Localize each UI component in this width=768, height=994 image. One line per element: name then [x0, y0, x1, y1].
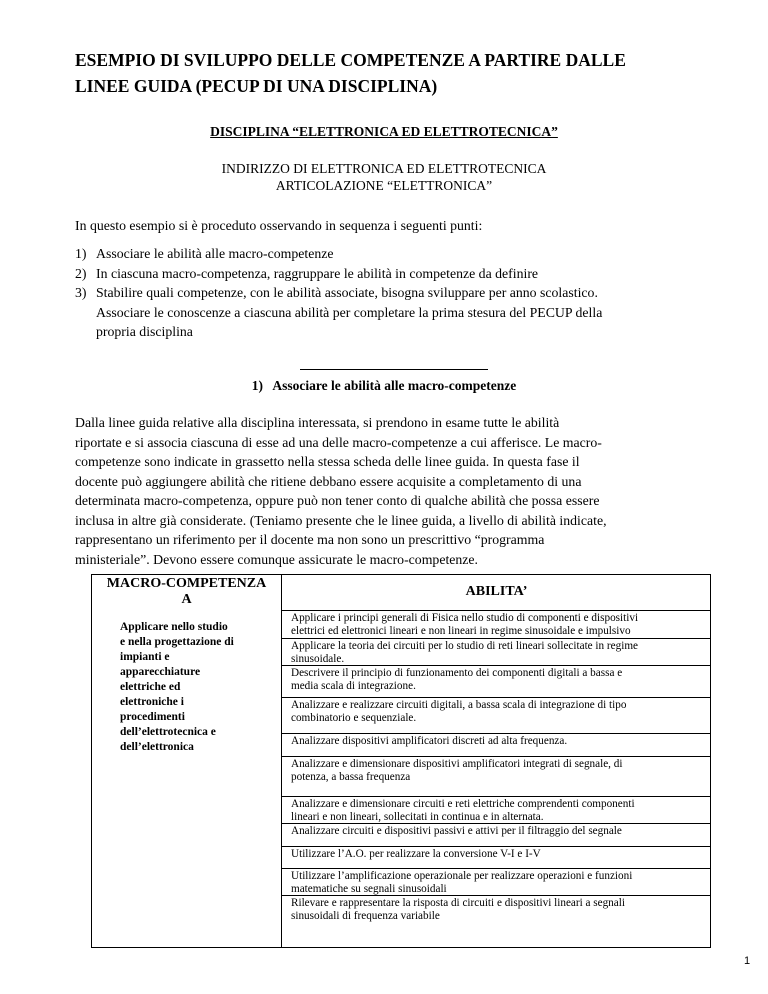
subtitle-articolazione: ARTICOLAZIONE “ELETTRONICA”: [275, 178, 493, 193]
ability-row: [282, 756, 711, 783]
paragraph-line: docente può aggiungere abilità che ritiene debbano essere acquisite a completamento di una: [75, 473, 582, 489]
paragraph-line: ministeriale”. Devono essere comunque assicurate le macro-competenze.: [75, 551, 478, 567]
ability-line: sinusoidale.: [291, 652, 345, 665]
macro-competence-description: [120, 620, 277, 755]
step-number: 2): [75, 265, 87, 281]
step-text: Associare le abilità alle macro-competenze: [96, 246, 334, 261]
section-heading: 1) Associare le abilità alle macro-competenze: [251, 378, 517, 393]
subtitle-indirizzo: INDIRIZZO DI ELETTRONICA ED ELETTROTECNICA: [221, 161, 547, 176]
ability-line: Utilizzare l’amplificazione operazionale per realizzare operazioni e funzioni: [291, 870, 633, 882]
paragraph-line: inclusa in altre già considerate. (Teniamo presente che le linee guida, a livello di abilità indicate,: [75, 512, 607, 528]
macro-line: dell’elettrotecnica e: [120, 726, 216, 738]
macro-competence-column: [92, 575, 282, 947]
macro-competence-header: [92, 576, 281, 608]
step-text: Stabilire quali competenze, con le abilità associate, bisogna sviluppare per anno scolastico.: [96, 285, 598, 300]
ability-row: [282, 846, 711, 861]
header-line: A: [181, 592, 192, 607]
ability-line: Analizzare e dimensionare circuiti e reti elettriche comprendenti componenti: [291, 798, 635, 810]
ability-line: Applicare la teoria dei circuiti per lo studio di reti lineari sollecitate in regime: [291, 640, 638, 652]
macro-line: impianti e: [120, 651, 170, 663]
step-number: 3): [75, 285, 87, 300]
paragraph-line: Dalla linee guida relative alla disciplina interessata, si prendono in esame tutte le abilità: [75, 415, 560, 430]
ability-line: combinatorio e sequenziale.: [291, 711, 417, 724]
ability-row: [282, 796, 711, 823]
ability-line: Utilizzare l’A.O. per realizzare la conversione V-I e I-V: [291, 848, 541, 860]
ability-line: Analizzare dispositivi amplificatori discreti ad alta frequenza.: [291, 735, 568, 747]
ability-row: [282, 638, 711, 665]
header-line: MACRO-COMPETENZA: [106, 576, 267, 591]
ability-line: media scala di integrazione.: [291, 679, 416, 692]
intro-text: In questo esempio si è proceduto osservando in sequenza i seguenti punti:: [75, 218, 483, 233]
title-line: ESEMPIO DI SVILUPPO DELLE COMPETENZE A PARTIRE DALLE: [75, 50, 626, 70]
macro-line: dell’elettronica: [120, 741, 194, 753]
macro-line: Applicare nello studio: [120, 621, 228, 633]
ability-row: [282, 697, 711, 724]
title-line: LINEE GUIDA (PECUP DI UNA DISCIPLINA): [75, 76, 438, 96]
macro-line: elettroniche i: [120, 696, 184, 708]
ability-line: matematiche su segnali sinusoidali: [291, 882, 447, 895]
ability-row: [282, 610, 711, 637]
body-paragraph: [75, 413, 711, 569]
step-item: [75, 244, 715, 264]
page-number: 1: [744, 955, 751, 967]
paragraph-line: riportate e si associa ciascuna di esse ad una delle macro-competenze a cui afferisce. Le macro-: [75, 434, 602, 450]
ability-row: [282, 868, 711, 895]
ability-line: Analizzare e dimensionare dispositivi amplificatori integrati di segnale, di: [291, 758, 623, 770]
ability-line: Applicare i principi generali di Fisica nello studio di componenti e dispositivi: [291, 612, 639, 624]
paragraph-line: rappresentano un riferimento per il docente ma non sono un prescrittivo “programma: [75, 532, 545, 547]
ability-line: elettrici ed elettronici lineari e non lineari in regime sinusoidale e impulsivo: [291, 624, 631, 637]
discipline-title: DISCIPLINA “ELETTRONICA ED ELETTROTECNICA”: [210, 124, 558, 139]
ability-line: lineari e non lineari, sollecitati in continua e in alternata.: [291, 810, 544, 823]
step-text: Associare le conoscenze a ciascuna abilità per completare la prima stesura del PECUP della: [96, 304, 603, 320]
separator-line: [300, 369, 488, 370]
step-text: In ciascuna macro-competenza, raggruppare le abilità in competenze da definire: [96, 265, 539, 281]
macro-line: apparecchiature: [120, 666, 201, 678]
ability-row: [282, 665, 711, 692]
macro-line: e nella progettazione di: [120, 636, 234, 648]
ability-row: [282, 733, 711, 748]
paragraph-line: determinata macro-competenza, oppure può non tener conto di qualche abilità che possa essere: [75, 493, 600, 508]
document-title: [75, 47, 715, 99]
step-item: [75, 264, 715, 284]
ability-line: Analizzare e realizzare circuiti digitali, a bassa scala di integrazione di tipo: [291, 699, 627, 711]
ability-line: Analizzare circuiti e dispositivi passivi e attivi per il filtraggio del segnale: [291, 825, 622, 837]
ability-line: Descrivere il principio di funzionamento dei componenti digitali a bassa e: [291, 667, 623, 679]
macro-line: procedimenti: [120, 711, 185, 723]
step-item: [75, 283, 715, 342]
macro-line: elettriche ed: [120, 681, 181, 693]
abilities-header: ABILITA’: [465, 584, 528, 599]
ability-line: Rilevare e rappresentare la risposta di circuiti e dispositivi lineari a segnali: [291, 897, 625, 909]
ability-line: sinusoidali di frequenza variabile: [291, 909, 440, 922]
steps-list: [75, 244, 715, 342]
ability-row: [282, 895, 711, 922]
competence-table: [91, 574, 711, 948]
step-number: 1): [75, 246, 87, 261]
ability-line: potenza, a bassa frequenza: [291, 770, 411, 783]
paragraph-line: competenze sono indicate in grassetto nella stessa scheda delle linee guida. In questa fase il: [75, 454, 580, 469]
step-text: propria disciplina: [96, 324, 193, 339]
ability-row: [282, 823, 711, 838]
